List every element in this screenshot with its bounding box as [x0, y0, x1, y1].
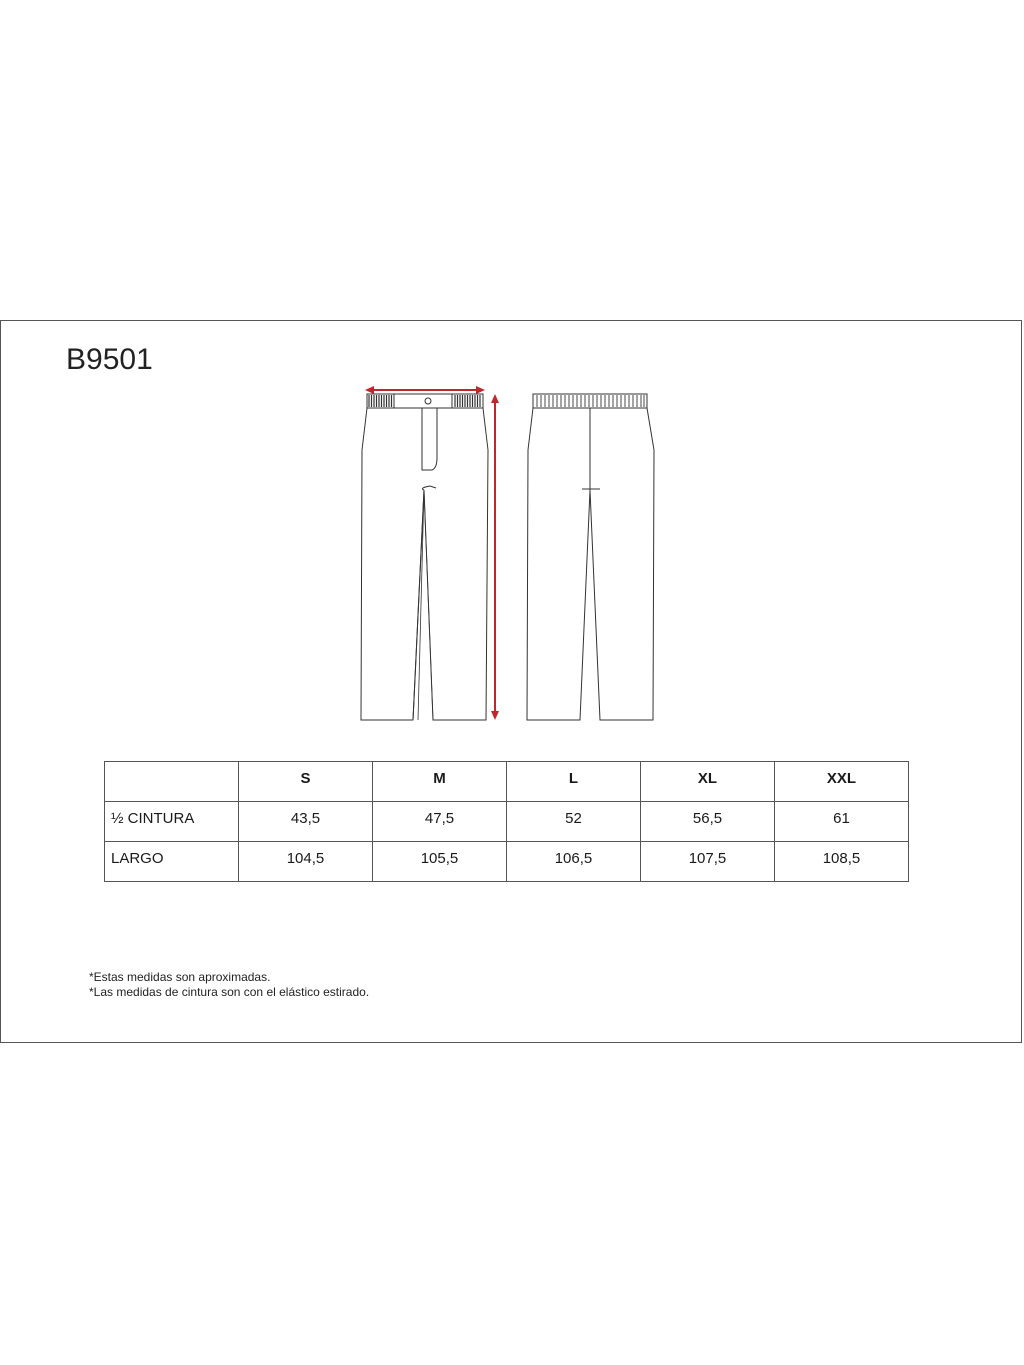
row-label-half-waist: ½ CINTURA [105, 802, 239, 842]
table-cell: 43,5 [239, 802, 373, 842]
table-cell: 52 [507, 802, 641, 842]
table-cell: 105,5 [373, 842, 507, 882]
double-arrow-horizontal-icon [365, 386, 485, 394]
table-header-row [105, 762, 909, 802]
model-code-title: B9501 [66, 343, 153, 376]
size-measurements-table [104, 761, 909, 882]
header-cell-size-l: L [507, 762, 641, 802]
table-cell: 107,5 [641, 842, 775, 882]
table-row-length [105, 842, 909, 882]
note-waist-stretched: *Las medidas de cintura son con el elástico estirado. [89, 985, 370, 999]
row-label-length: LARGO [105, 842, 239, 882]
header-cell-size-xl: XL [641, 762, 775, 802]
trousers-technical-drawing [340, 380, 680, 730]
double-arrow-vertical-icon [491, 394, 499, 720]
table-cell: 61 [775, 802, 909, 842]
header-cell-size-s: S [239, 762, 373, 802]
header-cell-size-m: M [373, 762, 507, 802]
table-cell: 47,5 [373, 802, 507, 842]
trousers-front-icon [361, 394, 488, 720]
measurement-notes [89, 970, 369, 1000]
table-cell: 108,5 [775, 842, 909, 882]
header-cell-size-xxl: XXL [775, 762, 909, 802]
table-cell: 56,5 [641, 802, 775, 842]
header-cell-empty [105, 762, 239, 802]
table-cell: 106,5 [507, 842, 641, 882]
table-row-half-waist [105, 802, 909, 842]
trousers-back-icon [527, 394, 654, 720]
note-approximate: *Estas medidas son aproximadas. [89, 970, 271, 984]
table-cell: 104,5 [239, 842, 373, 882]
